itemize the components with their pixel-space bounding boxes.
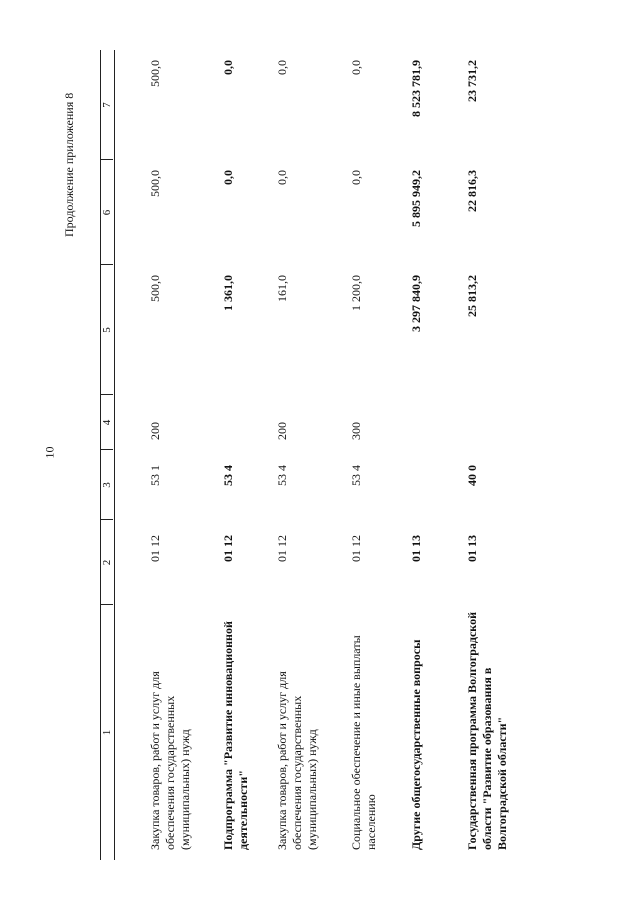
row-program: 53 1 [148, 465, 162, 486]
row-value-6: 5 895 949,2 [409, 170, 423, 227]
row-value-6: 0,0 [221, 170, 235, 185]
row-program: 53 4 [221, 465, 235, 486]
column-number: 6 [101, 209, 113, 216]
column-number: 2 [101, 559, 113, 566]
row-name: Социальное обеспечение и иные выплаты населению [349, 635, 378, 850]
column-number: 3 [101, 482, 113, 488]
row-type: 200 [148, 422, 162, 440]
row-value-7: 23 731,2 [465, 60, 479, 102]
row-value-7: 8 523 781,9 [409, 60, 423, 117]
column-number: 7 [101, 102, 113, 108]
row-type: 200 [275, 422, 289, 440]
row-value-7: 500,0 [148, 60, 162, 87]
row-value-6: 0,0 [349, 170, 363, 185]
row-type: 300 [349, 422, 363, 440]
row-value-6: 0,0 [275, 170, 289, 185]
row-value-5: 1 361,0 [221, 275, 235, 311]
row-value-6: 22 816,3 [465, 170, 479, 212]
row-value-5: 25 813,2 [465, 275, 479, 317]
appendix-continuation-note: Продолжение приложения 8 [62, 92, 76, 237]
row-value-7: 0,0 [349, 60, 363, 75]
row-code: 01 12 [148, 535, 162, 562]
row-name: Государственная программа Волгоградской области "Развитие образования в Волгоградской области" [465, 612, 509, 850]
column-number: 4 [101, 419, 113, 426]
row-code: 01 12 [221, 535, 235, 562]
row-value-5: 161,0 [275, 275, 289, 302]
page-number: 10 [42, 446, 57, 459]
column-number: 5 [101, 327, 113, 333]
row-code: 01 12 [349, 535, 363, 562]
row-code: 01 13 [465, 535, 479, 562]
row-program: 53 4 [349, 465, 363, 486]
header-bottom-line [114, 50, 115, 860]
row-code: 01 13 [409, 535, 423, 562]
row-name: Закупка товаров, работ и услуг для обеспечения государственных (муниципальных) нужд [148, 671, 192, 850]
row-name: Другие общегосударственные вопросы [409, 639, 423, 850]
row-value-7: 0,0 [221, 60, 235, 75]
row-value-5: 1 200,0 [349, 275, 363, 311]
row-name: Подпрограмма "Развитие инновационной деятельности" [221, 621, 250, 850]
column-number: 1 [101, 729, 113, 736]
row-value-5: 3 297 840,9 [409, 275, 423, 332]
row-value-6: 500,0 [148, 170, 162, 197]
row-name: Закупка товаров, работ и услуг для обеспечения государственных (муниципальных) нужд [275, 671, 319, 850]
row-value-5: 500,0 [148, 275, 162, 302]
budget-table [100, 50, 640, 860]
row-program: 40 0 [465, 465, 479, 486]
row-program: 53 4 [275, 465, 289, 486]
row-code: 01 12 [275, 535, 289, 562]
row-value-7: 0,0 [275, 60, 289, 75]
